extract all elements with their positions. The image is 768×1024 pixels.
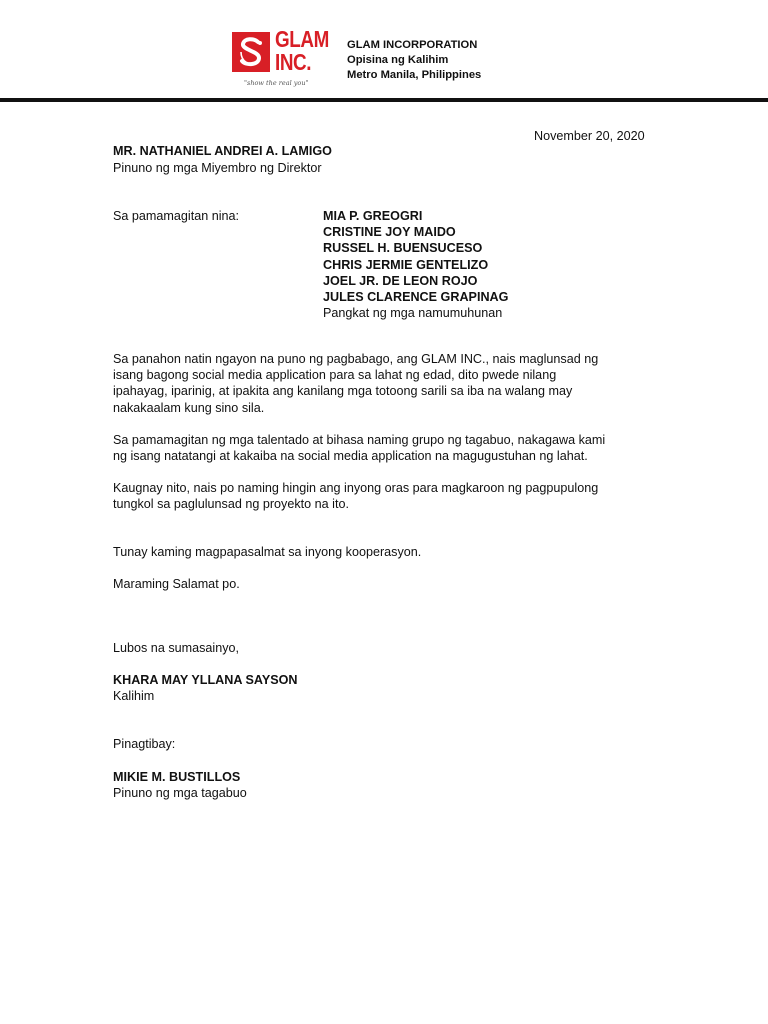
paragraph-line: Sa panahon natin ngayon na puno ng pagbabago, ang GLAM INC., nais maglunsad ng — [113, 352, 599, 366]
via-group: Pangkat ng mga namumuhunan — [323, 306, 503, 321]
closing-salutation — [113, 640, 658, 656]
company-office: Opisina ng Kalihim — [347, 54, 449, 66]
signer-block — [113, 672, 658, 704]
body-paragraph-3 — [113, 480, 658, 512]
paragraph-line: Sa pamamagitan ng mga talentado at bihasa naming grupo ng tagabuo, nakagawa kami — [113, 433, 606, 447]
paragraph-line: tungkol sa paglulunsad ng proyekto na ito. — [113, 497, 349, 512]
logo-text-glam: GLAM — [275, 26, 329, 52]
paragraph-line: isang bagong social media application para sa lahat ng edad, dito pwede nilang — [113, 368, 557, 383]
approver-name: MIKIE M. BUSTILLOS — [113, 770, 241, 784]
signer-name: KHARA MAY YLLANA SAYSON — [113, 673, 298, 687]
salutation-text: Lubos na sumasainyo, — [113, 641, 240, 655]
via-name: RUSSEL H. BUENSUCESO — [323, 241, 483, 256]
logo-tagline: "show the real you" — [244, 79, 309, 87]
via-label: Sa pamamagitan nina: — [113, 209, 240, 223]
letter-date: November 20, 2020 — [534, 129, 645, 143]
via-name: CHRIS JERMIE GENTELIZO — [323, 257, 489, 272]
approver-title: Pinuno ng mga tagabuo — [113, 786, 247, 801]
approval-label-text: Pinagtibay: — [113, 737, 176, 751]
via-name: MIA P. GREOGRI — [323, 209, 423, 223]
company-logo — [226, 24, 336, 92]
via-names-list — [323, 208, 508, 321]
paragraph-line: ng isang natatangi at kakaiba na social media application na magugustuhan ng lahat. — [113, 449, 588, 464]
recipient-name: MR. NATHANIEL ANDREI A. LAMIGO — [113, 144, 332, 158]
company-location: Metro Manila, Philippines — [347, 69, 482, 81]
signer-title: Kalihim — [113, 689, 155, 704]
body-paragraph-1 — [113, 351, 658, 416]
paragraph-line: ipahayag, iparinig, at ipakita ang kanilang mga totoong sarili sa iba na walang may — [113, 384, 573, 399]
paragraph-line: Tunay kaming magpapasalmat sa inyong kooperasyon. — [113, 545, 422, 559]
via-name: CRISTINE JOY MAIDO — [323, 225, 456, 240]
logo-text-inc: INC. — [275, 49, 312, 75]
logo-emblem-icon — [232, 32, 270, 72]
body-paragraph-2 — [113, 432, 658, 464]
paragraph-line: Maraming Salamat po. — [113, 577, 240, 591]
via-name: JULES CLARENCE GRAPINAG — [323, 289, 509, 304]
body-paragraph-4 — [113, 544, 658, 560]
approver-block — [113, 769, 658, 801]
approval-label — [113, 736, 658, 752]
via-name: JOEL JR. DE LEON ROJO — [323, 273, 478, 288]
company-info — [347, 38, 481, 83]
company-name: GLAM INCORPORATION — [347, 39, 478, 51]
recipient-title: Pinuno ng mga Miyembro ng Direktor — [113, 161, 322, 175]
letterhead-divider — [0, 98, 768, 102]
body-paragraph-5 — [113, 576, 658, 592]
paragraph-line: nakakaalam kung sino sila. — [113, 400, 265, 415]
paragraph-line: Kaugnay nito, nais po naming hingin ang inyong oras para magkaroon ng pagpupulong — [113, 481, 599, 495]
